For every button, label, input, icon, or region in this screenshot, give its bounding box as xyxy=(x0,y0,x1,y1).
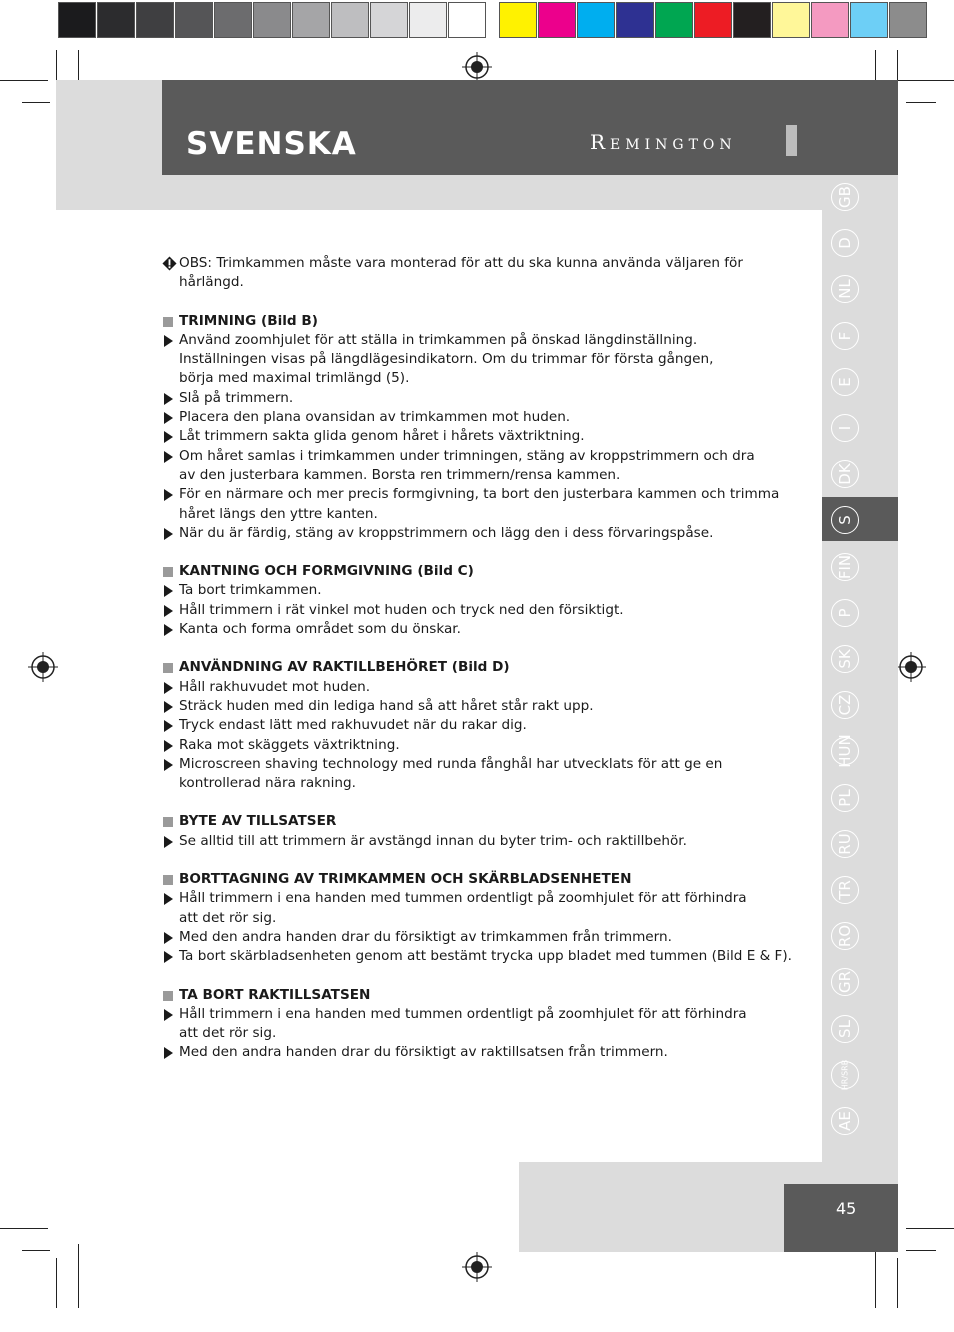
section-heading xyxy=(162,812,802,831)
color-swatch xyxy=(175,2,213,38)
language-tab-label: HR/SRB xyxy=(840,1059,850,1090)
arrow-bullet-icon xyxy=(164,701,173,713)
list-item-line: Raka mot skäggets växtriktning. xyxy=(179,736,400,753)
color-swatch xyxy=(499,2,537,38)
list-item-line: Håll trimmern i ena handen med tummen ordentligt på zoomhjulet för att förhindra xyxy=(179,1005,747,1022)
section-heading-text: KANTNING OCH FORMGIVNING (Bild C) xyxy=(179,563,474,580)
crop-mark xyxy=(875,1244,876,1308)
arrow-bullet-icon xyxy=(164,585,173,597)
arrow-bullet-icon xyxy=(164,836,173,848)
list-item xyxy=(162,524,802,543)
language-tab-label: TR xyxy=(836,880,854,900)
list-item-line: av den justerbara kammen. Borsta ren trimmern/rensa kammen. xyxy=(179,466,621,483)
swatch-gap xyxy=(487,2,499,38)
arrow-bullet-icon xyxy=(164,393,173,405)
list-item-line: Se alltid till att trimmern är avstängd innan du byter trim- och raktillbehör. xyxy=(179,832,687,849)
section-heading-text: ANVÄNDNING AV RAKTILLBEHÖRET (Bild D) xyxy=(179,659,510,676)
color-swatch xyxy=(136,2,174,38)
arrow-bullet-icon xyxy=(164,932,173,944)
list-item xyxy=(162,755,802,794)
list-item xyxy=(162,331,802,389)
note-line: hårlängd. xyxy=(179,274,244,291)
list-item-line: Om håret samlas i trimkammen under trimningen, stäng av kroppstrimmern och dra xyxy=(179,447,755,464)
color-swatch xyxy=(292,2,330,38)
registration-mark-icon xyxy=(462,52,492,82)
language-tab-label: I xyxy=(836,425,854,431)
language-tab-ru[interactable] xyxy=(831,830,859,858)
crop-mark xyxy=(22,1250,50,1251)
color-swatch xyxy=(253,2,291,38)
language-tab-hun[interactable] xyxy=(831,734,859,769)
list-item xyxy=(162,832,802,851)
list-item xyxy=(162,928,802,947)
list-item-line: börja med maximal trimlängd (5). xyxy=(179,370,410,387)
list-item xyxy=(162,620,802,639)
square-bullet-icon xyxy=(163,875,173,885)
color-swatch xyxy=(448,2,486,38)
language-tab-ro[interactable] xyxy=(831,922,859,950)
language-tab-dk[interactable] xyxy=(831,460,859,488)
language-tab-label: PL xyxy=(836,788,854,807)
section-heading-text: TRIMNING (Bild B) xyxy=(179,312,318,329)
language-tab-label: GR xyxy=(836,971,854,994)
list-item xyxy=(162,678,802,697)
color-swatch xyxy=(370,2,408,38)
logo-bar xyxy=(786,125,797,156)
arrow-bullet-icon xyxy=(164,1047,173,1059)
page-content xyxy=(162,254,802,1063)
list-item-line: Håll rakhuvudet mot huden. xyxy=(179,678,371,695)
arrow-bullet-icon xyxy=(164,759,173,771)
language-tab-label: CZ xyxy=(836,694,854,716)
language-tab-label: SK xyxy=(836,649,854,669)
footer-page-box xyxy=(784,1184,898,1252)
crop-mark xyxy=(78,1244,79,1308)
language-tab-nl[interactable] xyxy=(831,275,859,303)
list-item-line: Sträck huden med din lediga hand så att håret står rakt upp. xyxy=(179,697,594,714)
list-item-line: håret längs den yttre kanten. xyxy=(179,505,378,522)
color-swatch xyxy=(655,2,693,38)
crop-mark xyxy=(0,1228,48,1229)
color-swatch xyxy=(850,2,888,38)
page-number: 45 xyxy=(836,1199,857,1218)
registration-mark-icon xyxy=(896,652,926,682)
language-tab-cz[interactable] xyxy=(831,691,859,719)
language-tab-gb[interactable] xyxy=(831,183,859,211)
list-item xyxy=(162,1043,802,1062)
language-tab-label: E xyxy=(836,377,854,387)
color-swatch xyxy=(694,2,732,38)
crop-mark xyxy=(897,50,898,80)
crop-mark xyxy=(898,80,954,81)
list-item-line: Låt trimmern sakta glida genom håret i hårets växtriktning. xyxy=(179,428,585,445)
language-tab-ae[interactable] xyxy=(831,1107,859,1135)
list-item xyxy=(162,408,802,427)
color-swatch xyxy=(409,2,447,38)
list-item xyxy=(162,427,802,446)
arrow-bullet-icon xyxy=(164,893,173,905)
list-item xyxy=(162,716,802,735)
list-item-line: kontrollerad nära rakning. xyxy=(179,775,356,792)
color-swatch xyxy=(538,2,576,38)
list-item-line: att det rör sig. xyxy=(179,1025,277,1042)
brand-logo: Remington xyxy=(590,130,737,154)
list-item xyxy=(162,389,802,408)
language-tab-label: RO xyxy=(836,925,854,948)
list-item-line: Slå på trimmern. xyxy=(179,389,294,406)
arrow-bullet-icon xyxy=(164,451,173,463)
language-tab-p[interactable] xyxy=(831,599,859,627)
list-item xyxy=(162,485,802,524)
list-item-line: Kanta och forma området som du önskar. xyxy=(179,621,461,638)
section-heading xyxy=(162,986,802,1005)
square-bullet-icon xyxy=(163,317,173,327)
language-tab-tr[interactable] xyxy=(831,876,859,904)
language-tab-pl[interactable] xyxy=(831,784,859,812)
arrow-bullet-icon xyxy=(164,412,173,424)
list-item xyxy=(162,581,802,600)
arrow-bullet-icon xyxy=(164,951,173,963)
section-heading xyxy=(162,658,802,677)
list-item-line: Ta bort trimkammen. xyxy=(179,582,322,599)
language-tab-gr[interactable] xyxy=(831,968,859,996)
arrow-bullet-icon xyxy=(164,335,173,347)
list-item-line: Håll trimmern i ena handen med tummen ordentligt på zoomhjulet för att förhindra xyxy=(179,890,747,907)
language-tab-fin[interactable] xyxy=(831,553,859,581)
color-calibration-bar xyxy=(58,2,928,38)
section-heading xyxy=(162,312,802,331)
square-bullet-icon xyxy=(163,663,173,673)
warning-icon xyxy=(162,256,177,271)
section-heading-text: BYTE AV TILLSATSER xyxy=(179,813,337,830)
crop-mark xyxy=(906,1228,954,1229)
list-item-line: Använd zoomhjulet för att ställa in trimkammen på önskad längdinställning. xyxy=(179,331,698,348)
color-swatch xyxy=(811,2,849,38)
language-tab-label: S xyxy=(836,515,854,526)
language-tab-label: DK xyxy=(836,463,854,485)
list-item xyxy=(162,697,802,716)
color-swatch xyxy=(772,2,810,38)
arrow-bullet-icon xyxy=(164,720,173,732)
language-tab-label: F xyxy=(836,331,854,340)
language-tab-sl[interactable] xyxy=(831,1015,859,1043)
crop-mark xyxy=(906,102,936,103)
arrow-bullet-icon xyxy=(164,605,173,617)
list-item-line: Ta bort skärbladsenheten genom att bestämt trycka upp bladet med tummen (Bild E & F). xyxy=(179,948,792,965)
language-tab-label: AE xyxy=(836,1111,854,1131)
color-swatch xyxy=(97,2,135,38)
sections xyxy=(162,312,802,1063)
language-sidebar xyxy=(822,175,898,1162)
square-bullet-icon xyxy=(163,991,173,1001)
list-item xyxy=(162,447,802,486)
color-swatch xyxy=(331,2,369,38)
note-line: OBS: Trimkammen måste vara monterad för att du ska kunna använda väljaren för xyxy=(179,255,743,271)
registration-mark-icon xyxy=(28,652,58,682)
crop-mark xyxy=(22,102,50,103)
crop-mark xyxy=(0,80,48,81)
color-swatch xyxy=(889,2,927,38)
list-item-line: Håll trimmern i rät vinkel mot huden och tryck ned den försiktigt. xyxy=(179,601,624,618)
list-item-line: Tryck endast lätt med rakhuvudet när du rakar dig. xyxy=(179,717,527,734)
arrow-bullet-icon xyxy=(164,1009,173,1021)
registration-mark-icon xyxy=(462,1252,492,1282)
crop-mark xyxy=(56,1258,57,1308)
language-tab-sk[interactable] xyxy=(831,645,859,673)
list-item-line: att det rör sig. xyxy=(179,909,277,926)
language-tab-d[interactable] xyxy=(831,229,859,257)
list-item-line: För en närmare och mer precis formgivning, ta bort den justerbara kammen och trimma xyxy=(179,486,780,503)
section-heading-text: BORTTAGNING AV TRIMKAMMEN OCH SKÄRBLADSENHETEN xyxy=(179,871,632,888)
color-swatch xyxy=(214,2,252,38)
arrow-bullet-icon xyxy=(164,624,173,636)
header-bar xyxy=(162,80,898,175)
color-swatch xyxy=(616,2,654,38)
section-heading xyxy=(162,562,802,581)
section-heading-text: TA BORT RAKTILLSATSEN xyxy=(179,986,371,1003)
language-tab-label: FIN xyxy=(836,554,854,579)
color-swatch xyxy=(58,2,96,38)
list-item xyxy=(162,1005,802,1044)
list-item-line: Med den andra handen drar du försiktigt av trimkammen från trimmern. xyxy=(179,928,672,945)
list-item-line: När du är färdig, stäng av kroppstrimmern och lägg den i dess förvaringspåse. xyxy=(179,524,714,541)
language-tab-label: GB xyxy=(836,186,854,208)
list-item xyxy=(162,601,802,620)
section-heading xyxy=(162,870,802,889)
language-tab-i[interactable] xyxy=(831,414,859,442)
language-tab-label: RU xyxy=(836,833,854,855)
arrow-bullet-icon xyxy=(164,740,173,752)
color-swatch xyxy=(733,2,771,38)
page-title: SVENSKA xyxy=(186,126,357,162)
list-item-line: Placera den plana ovansidan av trimkammen mot huden. xyxy=(179,409,571,426)
crop-mark xyxy=(897,1258,898,1308)
list-item xyxy=(162,947,802,966)
language-tab-e[interactable] xyxy=(831,368,859,396)
arrow-bullet-icon xyxy=(164,528,173,540)
arrow-bullet-icon xyxy=(164,682,173,694)
list-item-line: Med den andra handen drar du försiktigt av raktillsatsen från trimmern. xyxy=(179,1044,668,1061)
square-bullet-icon xyxy=(163,817,173,827)
warning-note xyxy=(162,254,802,293)
language-tab-label: P xyxy=(836,608,854,618)
color-swatch xyxy=(577,2,615,38)
language-tab-label: HUN xyxy=(836,734,854,769)
square-bullet-icon xyxy=(163,567,173,577)
list-item-line: Inställningen visas på längdlägesindikatorn. Om du trimmar för första gången, xyxy=(179,351,714,368)
list-item xyxy=(162,736,802,755)
language-tab-label: NL xyxy=(836,279,854,300)
language-tab-hr-srb[interactable] xyxy=(831,1061,859,1089)
language-tab-label: SL xyxy=(836,1019,854,1038)
arrow-bullet-icon xyxy=(164,431,173,443)
language-tab-f[interactable] xyxy=(831,322,859,350)
crop-mark xyxy=(56,50,57,80)
crop-mark xyxy=(906,1250,936,1251)
language-tab-label: D xyxy=(836,237,854,249)
arrow-bullet-icon xyxy=(164,489,173,501)
list-item-line: Microscreen shaving technology med runda fånghål har utvecklats för att ge en xyxy=(179,755,723,772)
list-item xyxy=(162,889,802,928)
